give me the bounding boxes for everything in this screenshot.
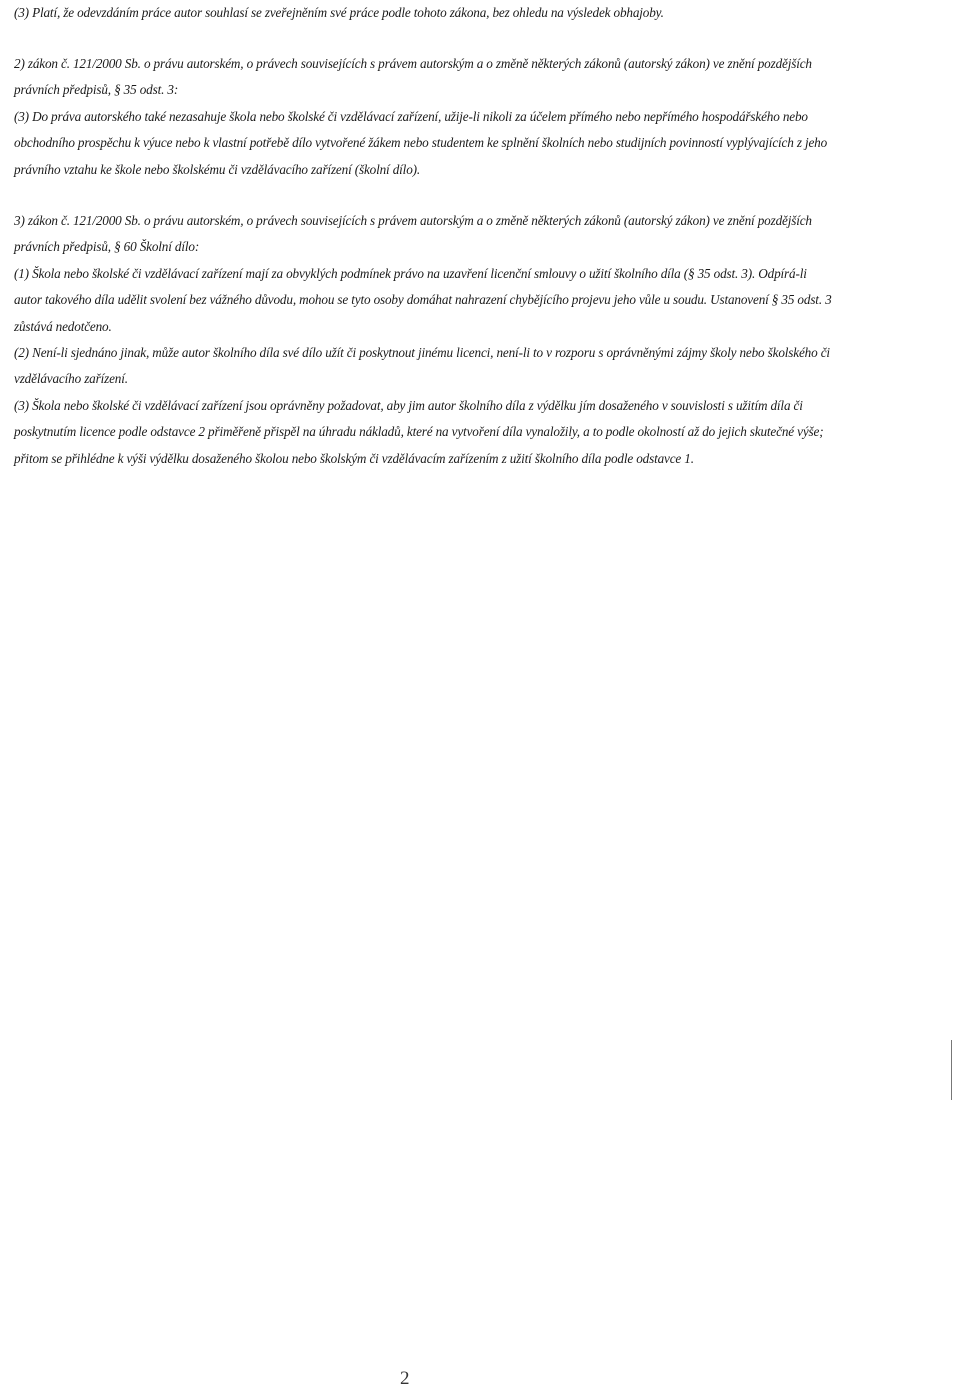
footnote-3-paragraph-2: (2) Není-li sjednáno jinak, může autor školního díla své dílo užít či poskytnout jinému licenci, není-li to v rozporu s oprávněnými zájmy školy nebo školského či vzdělávacího zařízení.: [14, 345, 830, 387]
footnote-3-block: [14, 208, 834, 472]
footnote-2-paragraph-3: (3) Do práva autorského také nezasahuje škola nebo školské či vzdělávací zařízení, užije-li nikoli za účelem přímého nebo nepřímého hospodářského nebo obchodního prospěchu k výuce nebo k vlastní potřebě dílo vytvořené žákem nebo studentem ke splnění školních nebo studijních povinností vyplývajících z jeho právního vztahu ke škole nebo školskému či vzdělávacího zařízení (školní dílo).: [14, 108, 828, 177]
footnote-1-block: [14, 0, 834, 26]
footnote-3-paragraph-3: (3) Škola nebo školské či vzdělávací zařízení jsou oprávněny požadovat, aby jim autor školního díla z výdělku jím dosaženého v souvislosti s užitím díla či poskytnutím licence podle odstavce 2 přiměřeně přispěl na úhradu nákladů, které na vytvoření díla vynaložily, a to podle okolností až do jejich skutečné výše; přitom se přihlédne k výši výdělku dosaženého školou nebo školským či vzdělávacím zařízením z užití školního díla podle odstavce 1.: [14, 397, 824, 466]
page-number: 2: [400, 1368, 410, 1389]
footnote-3-heading: 3) zákon č. 121/2000 Sb. o právu autorském, o právech souvisejících s právem autorským a o změně některých zákonů (autorský zákon) ve znění pozdějších právních předpisů, § 60 Školní dílo:: [14, 213, 812, 255]
footnote-1-text: (3) Platí, že odevzdáním práce autor souhlasí se zveřejněním své práce podle tohoto zákona, bez ohledu na výsledek obhajoby.: [14, 5, 664, 20]
footnote-2-block: [14, 51, 834, 183]
footnote-3-paragraph-1: (1) Škola nebo školské či vzdělávací zařízení mají za obvyklých podmínek právo na uzavření licenční smlouvy o užití školního díla (§ 35 odst. 3). Odpírá-li autor takového díla udělit svolení bez vážného důvodu, mohou se tyto osoby domáhat nahrazení chybějícího projevu jeho vůle u soudu. Ustanovení § 35 odst. 3 zůstává nedotčeno.: [14, 265, 832, 334]
scan-artifact-line: [951, 1040, 952, 1100]
footnote-2-heading: 2) zákon č. 121/2000 Sb. o právu autorském, o právech souvisejících s právem autorským a o změně některých zákonů (autorský zákon) ve znění pozdějších právních předpisů, § 35 odst. 3:: [14, 56, 812, 98]
